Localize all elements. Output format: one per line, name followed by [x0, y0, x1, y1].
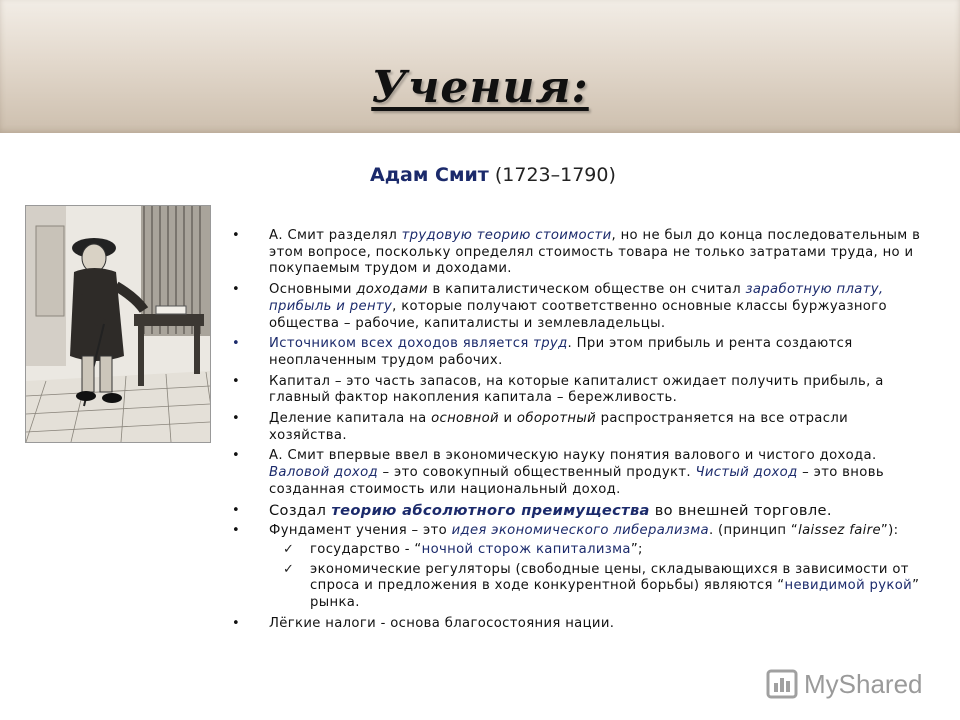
author-name: Адам Смит	[370, 164, 489, 186]
slide-content	[232, 228, 922, 636]
highlight-labor-theory: трудовую теорию стоимости	[401, 228, 612, 243]
bullet-light-taxes: • Лёгкие налоги - основа благосостояния нации.	[232, 616, 922, 633]
bullet-capital: • Капитал – это часть запасов, на которые капиталист ожидает получить прибыль, а главный фактор накопления капитала – бережливость.	[232, 374, 922, 407]
myshared-watermark	[766, 668, 923, 700]
bullet-capital-division: • Деление капитала на основной и оборотный распространяется на все отрасли хозяйства.	[232, 411, 922, 444]
highlight-absolute-advantage: теорию абсолютного преимущества	[331, 501, 650, 519]
slide-subtitle	[370, 164, 616, 186]
check-night-watchman: ✓ государство - “ночной сторож капитализма”;	[269, 542, 922, 559]
bullet-absolute-advantage: • Создал теорию абсолютного преимущества во внешней торговле.	[232, 503, 922, 520]
watermark-text: MyShared	[804, 668, 923, 699]
bullet-incomes: • Основными доходами в капиталистическом обществе он считал заработную плату, прибыль и ренту, которые получают соответственно основные классы буржуазного общества – рабочие, капиталисты и землевладельцы.	[232, 282, 922, 332]
bullet-liberalism: • Фундамент учения – это идея экономического либерализма. (принцип “laissez faire”): ✓ государство - “ночной сторож капитализма”; ✓ экономические регуляторы (свободные цены, складывающихся в зависимости от спроса и предложения в ходе конкурентной борьбы) являются “невидимой рукой” рынка.	[232, 523, 922, 612]
bullet-list	[232, 228, 922, 632]
bullet-gross-net-income: • А. Смит впервые ввел в экономическую науку понятия валового и чистого дохода. Валовой доход – это совокупный общественный продукт. Чистый доход – это вновь созданная стоимость или национальный доход.	[232, 448, 922, 498]
adam-smith-portrait	[25, 205, 211, 443]
slide-title: Учения:	[371, 62, 589, 113]
bullet-labor-theory: • А. Смит разделял трудовую теорию стоимости, но не был до конца последовательным в этом вопросе, поскольку определял стоимость товара не только затратами труда, но и покупаемым трудом и доходами.	[232, 228, 922, 278]
check-invisible-hand: ✓ экономические регуляторы (свободные цены, складывающихся в зависимости от спроса и предложения в ходе конкурентной борьбы) являются “невидимой рукой” рынка.	[269, 562, 922, 612]
myshared-logo-icon	[766, 669, 798, 699]
author-years: (1723–1790)	[488, 164, 616, 186]
bullet-labor-source: • Источником всех доходов является труд. При этом прибыль и рента создаются неоплаченным трудом рабочих.	[232, 336, 922, 369]
check-list	[269, 542, 922, 612]
highlight-wages-profit-rent: заработную плату, прибыль и ренту	[269, 282, 884, 314]
